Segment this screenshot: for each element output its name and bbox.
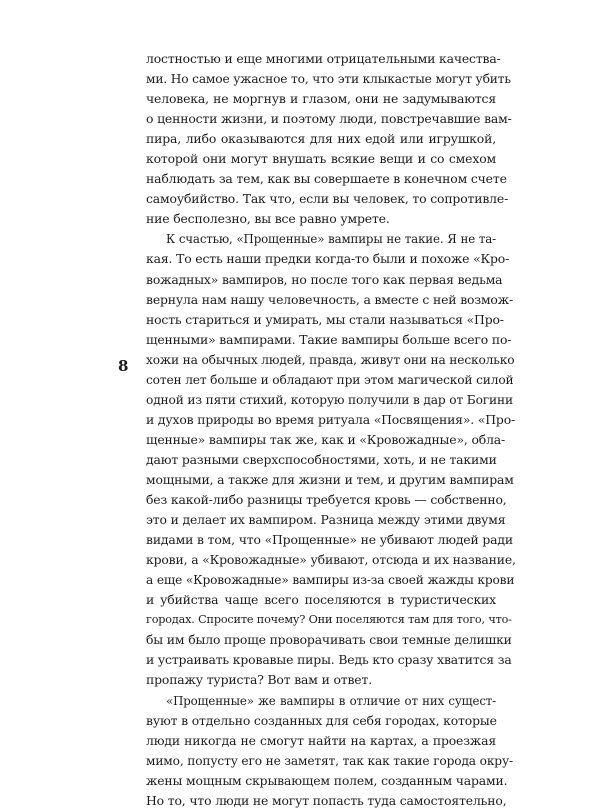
- text-line: К счастью, «Прощенные» вампиры не такие. Я не та-: [166, 232, 496, 247]
- text-line: и устраивать кровавые пиры. Ведь кто сразу хватится за: [146, 652, 512, 668]
- text-line: крови, а «Кровожадные» убивают, отсюда и их название,: [146, 552, 516, 568]
- text-line: вожадных» вампиров, но после того как первая ведьма: [146, 271, 503, 287]
- text-line: и убийства чаще всего поселяются в туристических: [146, 592, 496, 608]
- text-line: городах. Спросите почему? Они поселяются там для того, что-: [146, 613, 512, 627]
- text-line: хожи на обычных людей, правда, живут они на несколько: [146, 352, 515, 367]
- text-line: мощными, а также для жизни и тем, и другим вампирам: [146, 471, 514, 487]
- text-line: а еще «Кровожадные» вампиры из-за своей жажды крови: [146, 573, 515, 588]
- text-line: кая. То есть наши предки когда-то были и похоже «Кро-: [146, 251, 510, 267]
- text-line: одной из пяти стихий, которую получили в дар от Богини: [146, 392, 513, 407]
- text-line: пира, либо оказываются для них едой или игрушкой,: [146, 131, 496, 147]
- text-line: и духов природы во время ритуала «Посвящения». «Про-: [146, 411, 516, 427]
- text-line: лостностью и еще многими отрицательными качества-: [146, 51, 501, 66]
- text-line: вернула нам нашу человечность, а вместе с ней возмож-: [146, 291, 514, 307]
- page-number: 8: [118, 357, 129, 375]
- text-line: наблюдать за тем, как вы совершаете в конечном счете: [146, 171, 507, 187]
- text-line: ние бесполезно, вы все равно умрете.: [146, 211, 390, 227]
- text-line: сотен лет больше и обладают при этом магической силой: [146, 372, 514, 387]
- body-text: [146, 49, 516, 811]
- text-line: «Прощенные» же вампиры в отличие от них сущест-: [166, 693, 496, 708]
- text-line: человека, не моргнув и глазом, они не задумываются: [146, 91, 496, 107]
- text-line: мимо, попусту его не заметят, так как такие города окру-: [146, 753, 513, 768]
- text-line: ность стариться и умирать, мы стали называться «Про-: [146, 311, 504, 327]
- text-line: без какой-либо разницы требуется кровь — собственно,: [146, 492, 507, 508]
- text-line: которой они могут внушать всякие вещи и со смехом: [146, 151, 496, 167]
- text-line: видами в том, что «Прощенные» не убивают людей ради: [146, 532, 513, 548]
- text-line: щенные» вампиры так же, как и «Кровожадные», обла-: [146, 431, 506, 447]
- text-line: Но то, что люди не могут попасть туда самостоятельно,: [146, 792, 507, 808]
- text-line: щенными» вампирами. Такие вампиры больше всего по-: [146, 331, 512, 347]
- text-line: дают разными сверхспособностями, хоть, и не такими: [146, 451, 497, 467]
- text-line: ми. Но самое ужасное то, что эти клыкастые могут убить: [146, 72, 511, 87]
- text-line: люди никогда не смогут найти на картах, а проезжая: [146, 732, 496, 748]
- text-line: жены мощным скрывающем полем, созданным чарами.: [146, 772, 508, 788]
- text-line: пропажу туриста? Вот вам и ответ.: [146, 672, 372, 688]
- text-line: бы им было проще проворачивать свои темные делишки: [146, 632, 512, 648]
- text-line: вуют в отдельно созданных для себя городах, которые: [146, 712, 497, 728]
- text-line: самоубийство. Так что, если вы человек, то сопротивле-: [146, 191, 509, 207]
- text-line: это и делает их вампиром. Разница между этими двумя: [146, 512, 506, 528]
- text-line: о ценности жизни, и поэтому люди, повстречавшие вам-: [146, 111, 512, 127]
